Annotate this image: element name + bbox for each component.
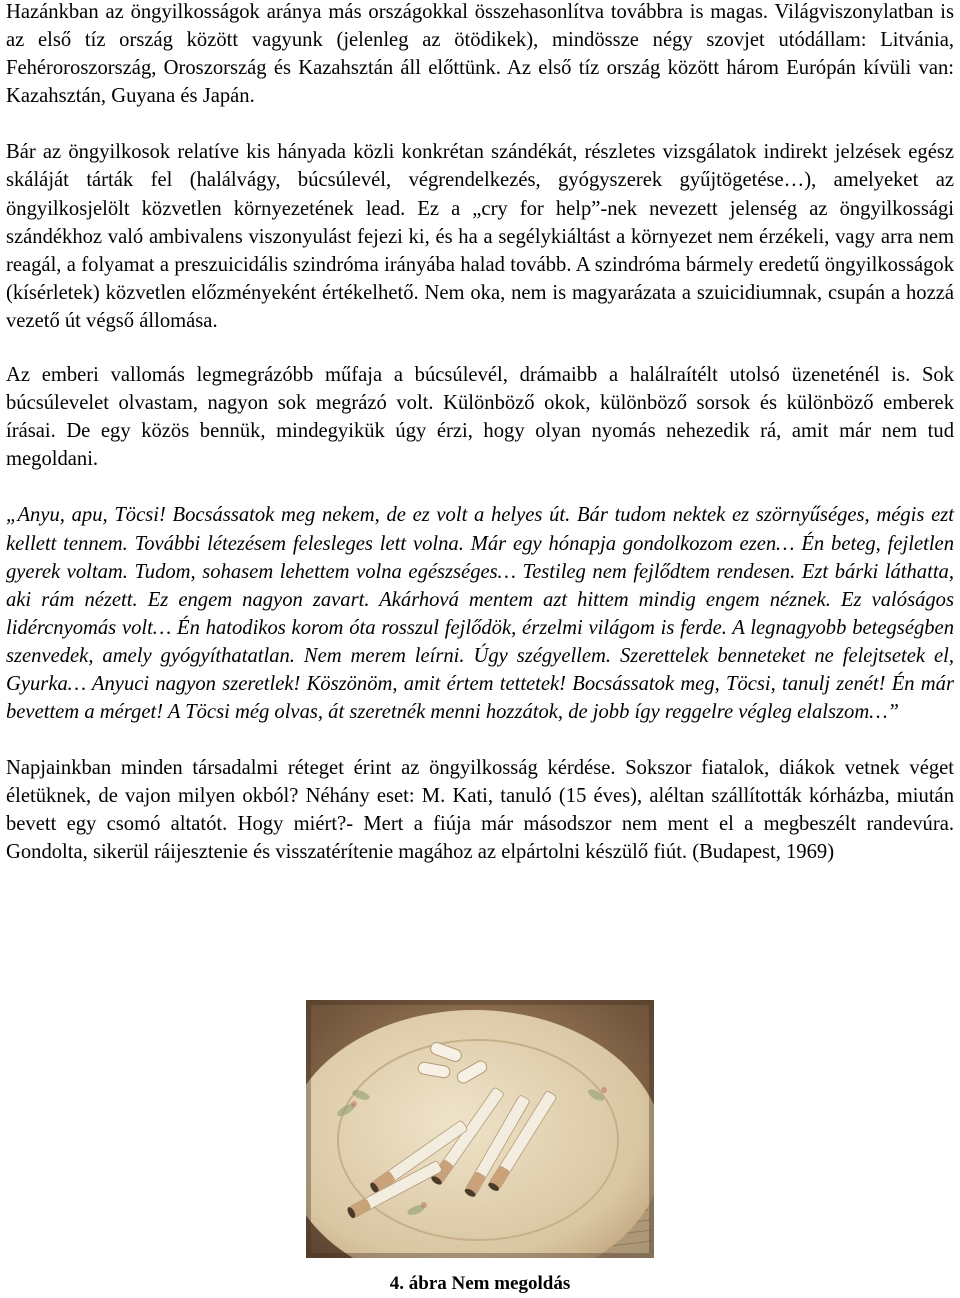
paragraph-cry-for-help: Bár az öngyilkosok relatíve kis hányada közli konkrétan szándékát, részletes vizsgálatok indirekt jelzések egész skáláját tárták fel (halálvágy, búcsúlevél, végrendelkezés, gyógyszerek gyűjtögetése…), amelyeket az öngyilkosjelölt közvetlen környezetének lead. Ez a „cry for help”-nek nevezett jelenség az öngyilkossági szándékhoz való ambivalens viszonyulást fejezi ki, és ha a segélykiáltást a környezet nem érzékeli, vagy arra nem reagál, a folyamat a preszuicidális szindróma irányába halad tovább. A szindróma bármely eredetű öngyilkosságok (kísérletek) közvetlen előzményeként értékelhető. Nem oka, nem is magyarázata a szuicidiumnak, csupán a hozzá vezető út végső állomása. [6,141,954,332]
paragraph-cases: Napjainkban minden társadalmi réteget érint az öngyilkosság kérdése. Sokszor fiatalok, diákok vetnek véget életüknek, de vajon milyen okból? Néhány eset: M. Kati, tanuló (15 éves), aléltan szállították kórházba, miután bevett egy csomó altatót. Hogy miért?- Mert a fiúja már másodszor nem ment el a megbeszélt randevúra. Gondolta, sikerül ráijesztenie és visszatérítenie magához az elpártolni készülő fiút. (Budapest, 1969) [6,757,954,864]
figure-caption: 4. ábra Nem megoldás [389,1273,571,1294]
plate-with-pills-and-cigarettes-icon [306,1000,654,1258]
figure-photo [306,1000,654,1258]
paragraph-quoted-letter: „Anyu, apu, Töcsi! Bocsássatok meg nekem, de ez volt a helyes út. Bár tudom nektek ez szörnyűséges, mégis ezt kellett tennem. További létezésem felesleges lett volna. Már egy hónapja gondolkozom ezen… Én beteg, fejletlen gyerek voltam. Tudom, sohasem lehettem volna egészséges… Testileg nem fejlődtem rendesen. Ezt bárki láthatta, aki rám nézett. Ez engem nagyon zavart. Akárhová mentem azt hittem mindig engem néznek. Ez valóságos lidércnyomás volt… Én hatodikos korom óta rosszul fejlődök, érzelmi világom is ferde. A legnagyobb betegségben szenvedek, amely gyógyíthatatlan. Nem merem leírni. Úgy szégyellem. Szerettelek benneteket ne felejtsetek el, Gyurka… Anyuci nagyon szeretlek! Köszönöm, amit értem tettetek! Bocsássatok meg, Töcsi, tanulj zenét! Én már bevettem a mérget! A Töcsi még olvas, át szeretnék menni hozzátok, de jobb így reggelre végleg elalszom…” [6,504,954,724]
paragraph-statistics: Hazánkban az öngyilkosságok aránya más országokkal összehasonlítva továbbra is magas. Világviszonylatban is az első tíz ország között vagyunk (jelenleg az ötödikek), mindössze négy szovjet utódállam: Litvánia, Fehéroroszország, Oroszország és Kazahsztán áll előttünk. Az első tíz ország között három Európán kívüli van: Kazahsztán, Guyana és Japán. [6,1,954,108]
document-page [6,0,954,867]
paragraph-farewell-letters: Az emberi vallomás legmegrázóbb műfaja a búcsúlevél, drámaibb a halálraítélt utolsó üzeneténél is. Sok búcsúlevelet olvastam, nagyon sok megrázó volt. Különböző okok, különböző sorsok és különböző emberek írásai. De egy közös bennük, mindegyikük úgy érzi, hogy olyan nyomás nehezedik rá, amit már nem tud megoldani. [6,364,954,471]
